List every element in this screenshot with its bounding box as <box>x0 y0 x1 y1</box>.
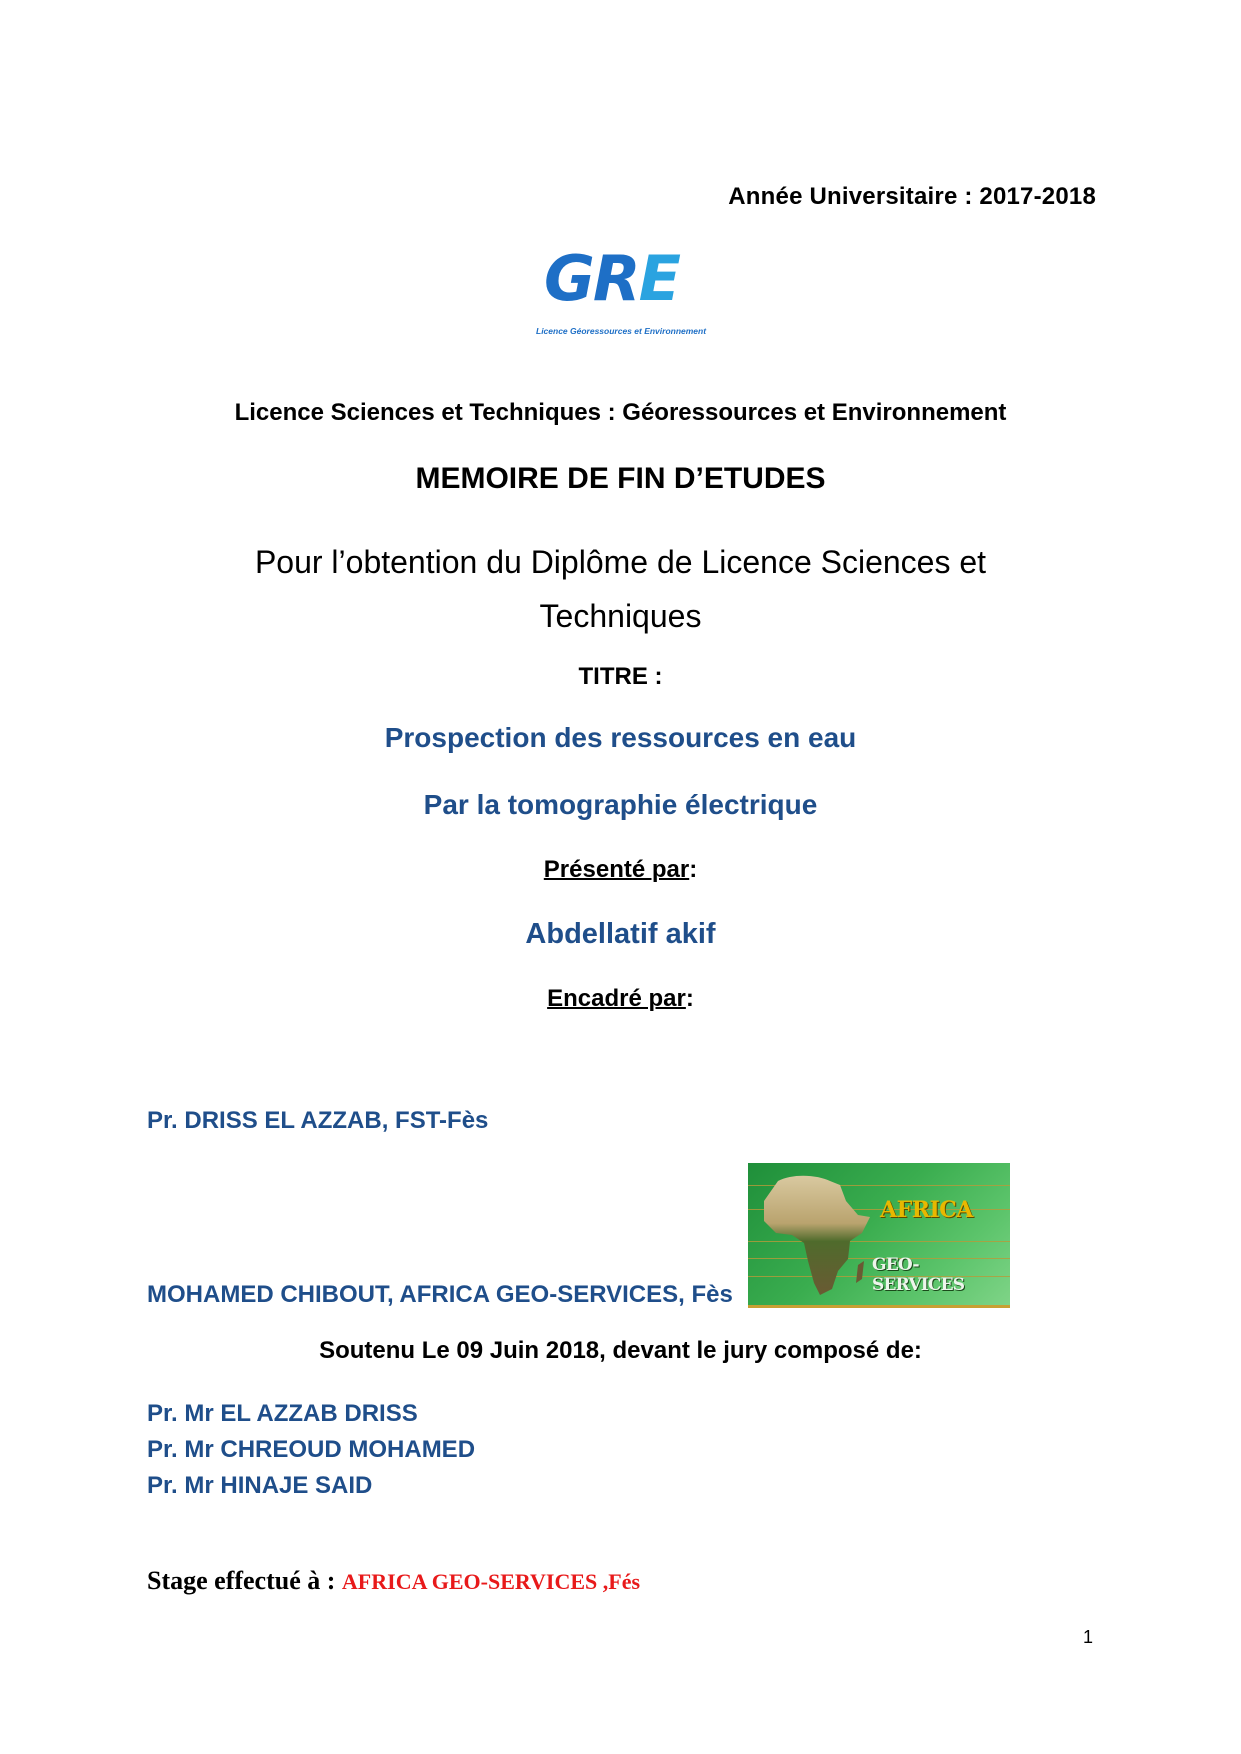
internship-place: AFRICA GEO-SERVICES ,Fés <box>341 1569 641 1594</box>
jury-member: Pr. Mr EL AZZAB DRISS <box>147 1400 418 1427</box>
academic-year: Année Universitaire : 2017-2018 <box>728 183 1096 210</box>
supervised-by-text: Encadré par <box>547 985 686 1012</box>
gre-logo-gr: GR <box>544 242 639 315</box>
presented-by-text: Présenté par <box>543 856 690 883</box>
page-number: 1 <box>1082 1627 1093 1647</box>
purpose-statement <box>0 535 1241 643</box>
gre-logo-e-wave-icon: E <box>638 242 679 315</box>
ags-logo-line-2: GEO-SERVICES <box>872 1255 965 1295</box>
supervisor-1: Pr. DRISS EL AZZAB, FST-Fès <box>147 1107 489 1134</box>
gre-logo <box>536 242 716 338</box>
program-name: Licence Sciences et Techniques : Géoressources et Environnement <box>234 399 1007 426</box>
africa-geo-services-logo <box>748 1163 1010 1308</box>
gre-logo-letters <box>544 242 679 315</box>
internship-location <box>147 1566 640 1596</box>
presented-by-label <box>0 856 1241 884</box>
jury-list <box>147 1396 475 1504</box>
thesis-title-line-1: Prospection des ressources en eau <box>384 722 857 753</box>
presented-by-colon: : <box>689 856 698 883</box>
title-label: TITRE : <box>578 663 663 690</box>
gre-logo-subtitle: Licence Géoressources et Environnement <box>536 326 707 336</box>
jury-member: Pr. Mr CHREOUD MOHAMED <box>147 1436 476 1463</box>
africa-map-icon <box>758 1171 878 1299</box>
internship-label: Stage effectué à : <box>147 1566 342 1595</box>
ags-logo-line-1: AFRICA <box>880 1197 973 1223</box>
jury-member: Pr. Mr HINAJE SAID <box>147 1472 373 1499</box>
purpose-line-2: Techniques <box>539 598 702 634</box>
supervisor-2: MOHAMED CHIBOUT, AFRICA GEO-SERVICES, Fès <box>147 1281 733 1308</box>
defense-statement: Soutenu Le 09 Juin 2018, devant le jury composé de: <box>319 1337 922 1364</box>
author-name: Abdellatif akif <box>525 918 716 950</box>
purpose-line-1: Pour l’obtention du Diplôme de Licence Sciences et <box>254 544 987 580</box>
document-type: MEMOIRE DE FIN D’ETUDES <box>415 462 826 495</box>
supervised-by-colon: : <box>685 985 694 1012</box>
supervised-by-label <box>0 985 1241 1013</box>
thesis-title-line-2: Par la tomographie électrique <box>423 789 818 820</box>
